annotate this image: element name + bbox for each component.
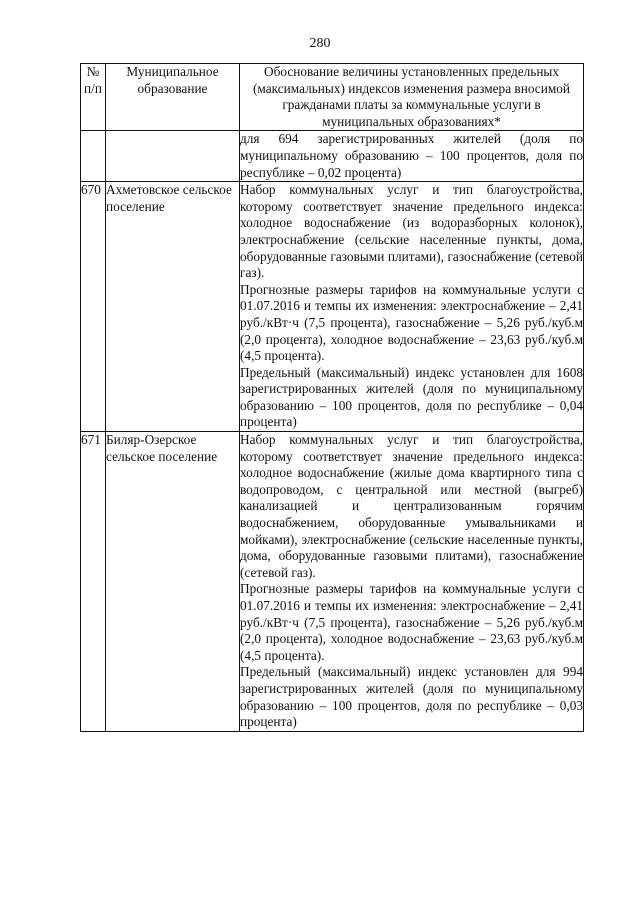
cell-empty-municipality	[106, 131, 240, 182]
index-paragraph: Предельный (максимальный) индекс установлен для 1608 зарегистрированных жителей (доля по муниципальному образованию – 100 процентов, доля по республике – 0,04 процента)	[240, 364, 583, 430]
cell-continuation	[240, 131, 584, 182]
tariffs-paragraph: Прогнозные размеры тарифов на коммунальные услуги с 01.07.2016 и темпы их изменения: электроснабжение – 2,41 руб./кВт·ч (7,5 процента), газоснабжение – 5,26 руб./куб.м (2,0 процента), холодное водоснабжение – 23,63 руб./куб.м (4,5 процента).	[240, 281, 583, 364]
cell-empty-number	[81, 131, 106, 182]
table-row	[81, 432, 584, 732]
row-justification	[240, 182, 584, 432]
row-justification	[240, 432, 584, 732]
services-paragraph: Набор коммунальных услуг и тип благоустройства, которому соответствует значение предельного индекса: холодное водоснабжение (жилые дома квартирного типа с водопроводом, с центральной или местной (выгреб) канализацией и централизованным горячим водоснабжением, оборудованные умывальниками и мойками), электроснабжение (сельские населенные пункты, дома, оборудованные газовыми плитами), газоснабжение (сетевой газ).	[240, 432, 583, 580]
table-row	[81, 182, 584, 432]
row-number: 671	[81, 432, 106, 732]
table-header-row	[81, 64, 584, 131]
tariffs-paragraph: Прогнозные размеры тарифов на коммунальные услуги с 01.07.2016 и темпы их изменения: электроснабжение – 2,41 руб./кВт·ч (7,5 процента), газоснабжение – 5,26 руб./куб.м (2,0 процента), холодное водоснабжение – 23,63 руб./куб.м (4,5 процента).	[240, 581, 583, 663]
row-municipality: Биляр-Озерское сельское поселение	[106, 432, 240, 732]
continuation-text: для 694 зарегистрированных жителей (доля по муниципальному образованию – 100 процентов, доля по республике – 0,02 процента)	[240, 131, 583, 180]
page-number: 280	[309, 36, 331, 51]
services-paragraph: Набор коммунальных услуг и тип благоустройства, которому соответствует значение предельного индекса: холодное водоснабжение (из водоразборных колонок), электроснабжение (сельские населенные пункты, дома, оборудованные газовыми плитами), газоснабжение (сетевой газ).	[240, 182, 583, 281]
header-municipality: Муниципальное образование	[106, 64, 240, 131]
index-paragraph: Предельный (максимальный) индекс установлен для 994 зарегистрированных жителей (доля по муниципальному образованию – 100 процентов, доля по республике – 0,03 процента)	[240, 664, 583, 730]
row-municipality: Ахметовское сельское поселение	[106, 182, 240, 432]
header-number: № п/п	[81, 64, 106, 131]
table-row-continuation	[81, 131, 584, 182]
header-justification: Обоснование величины установленных предельных (максимальных) индексов изменения размера вносимой гражданами платы за коммунальные услуги в муниципальных образованиях*	[240, 64, 584, 131]
tariff-index-table	[80, 63, 584, 732]
row-number: 670	[81, 182, 106, 432]
